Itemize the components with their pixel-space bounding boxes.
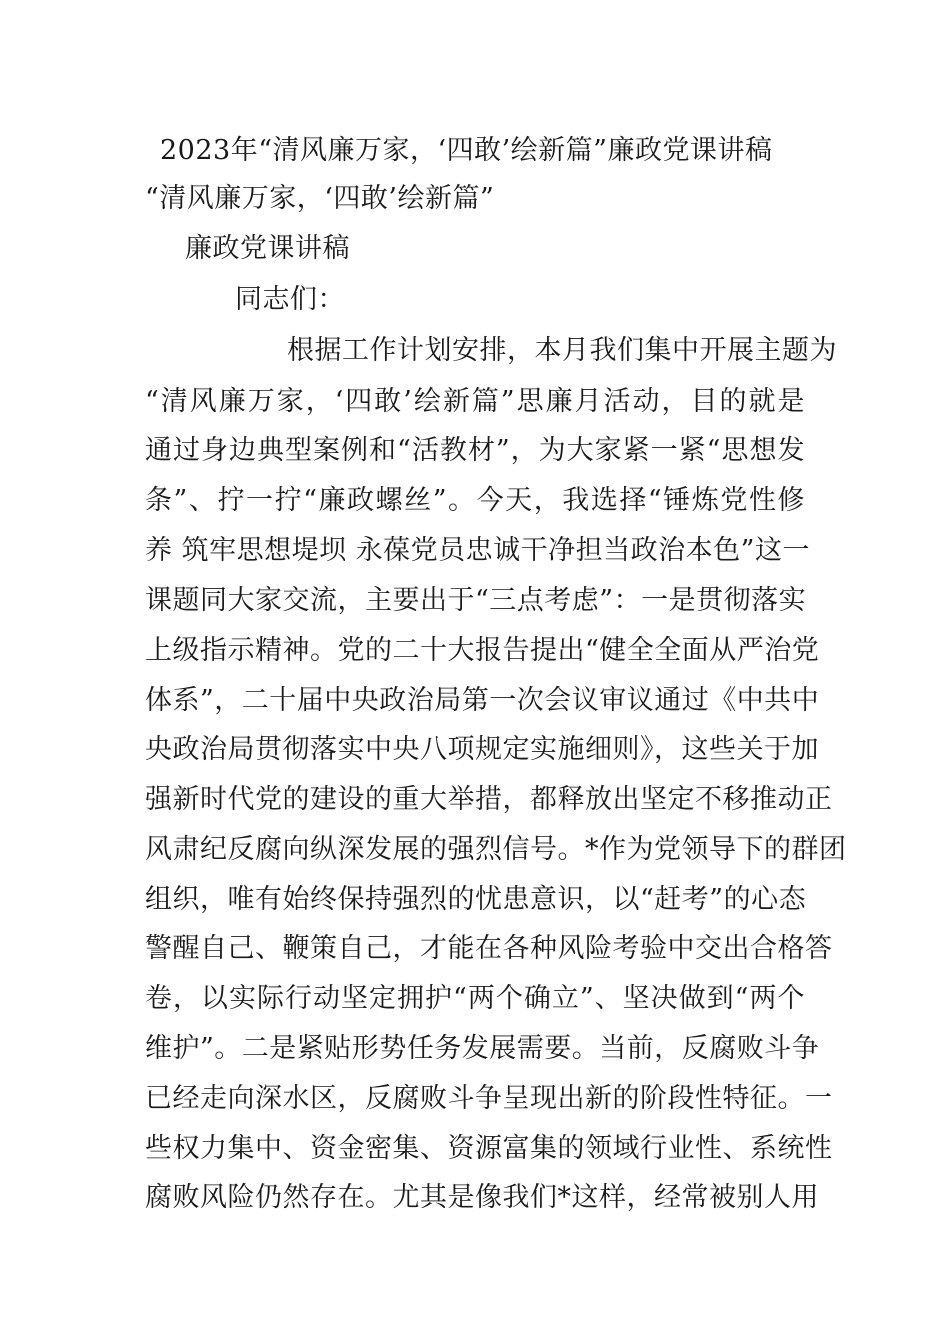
body-line: 养 筑牢思想堤坝 永葆党员忠诚干净担当政治本色”这一 [145, 535, 810, 566]
body-line: “清风廉万家，‘四敢’绘新篇”思廉月活动，目的就是 [145, 386, 805, 417]
body-line: 已经走向深水区，反腐败斗争呈现出新的阶段性特征。一 [145, 1083, 833, 1114]
body-line: 风肃纪反腐向纵深发展的强烈信号。*作为党领导下的群团 [145, 834, 847, 865]
body-line: 体系”，二十届中央政治局第一次会议审议通过《中共中 [145, 685, 820, 716]
body-line: 警醒自己、鞭策自己，才能在各种风险考验中交出合格答 [145, 933, 833, 964]
body-line: 卷，以实际行动坚定拥护“两个确立”、坚决做到“两个 [145, 983, 805, 1014]
body-line: 条”、拧一拧“廉政螺丝”。今天，我选择“锤炼党性修 [145, 485, 805, 516]
body-line: 腐败风险仍然存在。尤其是像我们*这样，经常被别人用 [145, 1182, 819, 1213]
body-line: 强新时代党的建设的重大举措，都释放出坚定不移推动正 [145, 784, 833, 815]
title-line-2: “清风廉万家，‘四敢’绘新篇” [145, 183, 495, 214]
title-line-3: 廉政党课讲稿 [185, 233, 350, 264]
body-line: 通过身边典型案例和“活教材”，为大家紧一紧“思想发 [145, 435, 805, 466]
body-line: 课题同大家交流，主要出于“三点考虑”：一是贯彻落实 [145, 585, 807, 616]
body-line: 上级指示精神。党的二十大报告提出“健全全面从严治党 [145, 635, 820, 666]
body-line: 维护”。二是紧贴形势任务发展需要。当前，反腐败斗争 [145, 1033, 820, 1064]
title-line-1: 2023年“清风廉万家，‘四敢’绘新篇”廉政党课讲稿 [160, 135, 773, 166]
body-line: 些权力集中、资金密集、资源富集的领域行业性、系统性 [145, 1133, 833, 1164]
body-line: 根据工作计划安排，本月我们集中开展主题为 [287, 335, 837, 366]
body-line: 组织，唯有始终保持强烈的忧患意识，以“赶考”的心态 [145, 884, 807, 915]
body-line: 央政治局贯彻落实中央八项规定实施细则》，这些关于加 [145, 734, 819, 765]
greeting: 同志们： [235, 284, 345, 315]
